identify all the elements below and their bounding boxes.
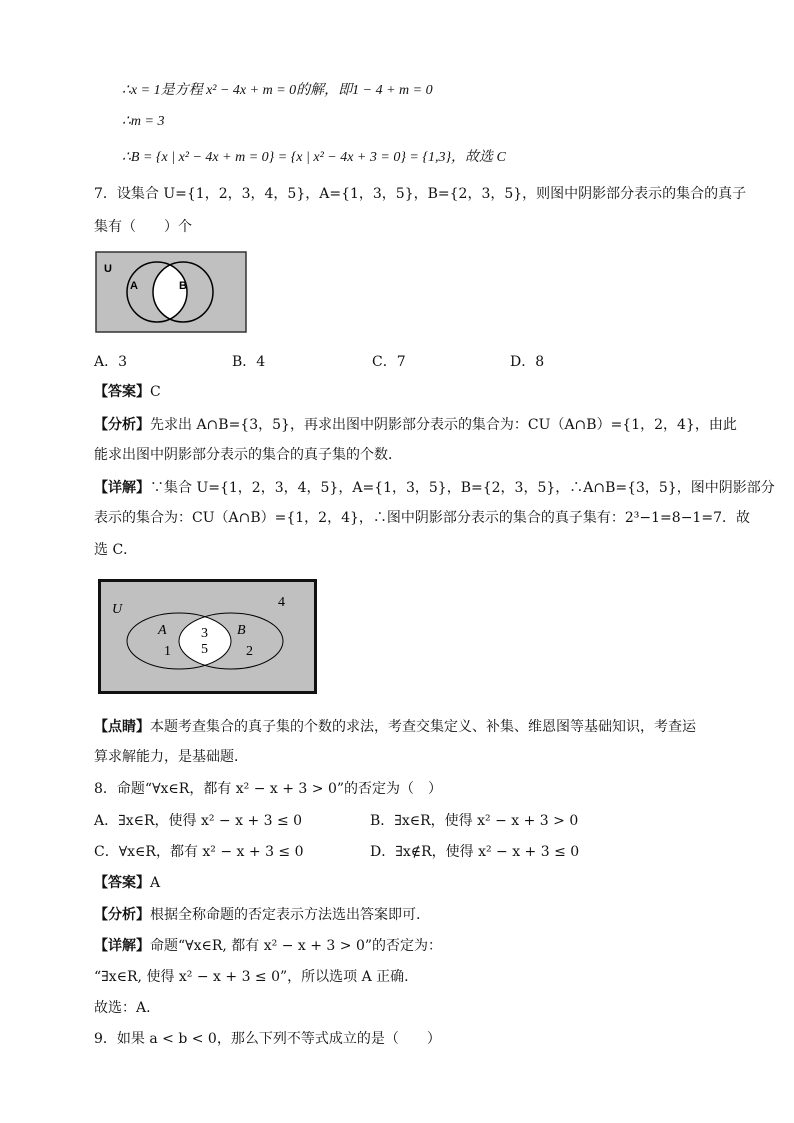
answer-value: C xyxy=(150,384,161,400)
answer-tag: 【答案】 xyxy=(94,875,150,891)
analysis-tag: 【分析】 xyxy=(94,907,150,923)
q8-detail-line-1 xyxy=(94,937,442,955)
q7-comment-line-1 xyxy=(94,718,696,736)
q8-stem: 8．命题“∀x∈R，都有 x² − x + 3 > 0”的否定为（ ） xyxy=(94,781,443,797)
q9-stem: 9．如果 a < b < 0，那么下列不等式成立的是（ ） xyxy=(94,1031,441,1047)
analysis-text: 根据全称命题的否定表示方法选出答案即可. xyxy=(150,907,421,923)
q7-option-d: D．8 xyxy=(510,354,545,370)
q8-option-a: A．∃x∈R，使得 x² − x + 3 ≤ 0 xyxy=(94,813,303,829)
detail-text: ∵集合 U={1，2，3，4，5}，A={1，3，5}，B={2，3，5}，∴A∩B={3，5}，图中阴影部分 xyxy=(150,480,775,496)
detail-tag: 【详解】 xyxy=(94,480,150,496)
detail-text: 命题“∀x∈R, 都有 x² − x + 3 > 0”的否定为： xyxy=(150,938,443,954)
element-4: 4 xyxy=(278,595,285,610)
venn-diagram-solution xyxy=(98,579,318,695)
q8-option-d: D．∃x∉R，使得 x² − x + 3 ≤ 0 xyxy=(370,844,580,860)
detail-tag: 【详解】 xyxy=(94,938,150,954)
q7-stem-line-2: 集有（ ）个 xyxy=(94,219,192,235)
answer-value: A xyxy=(150,875,161,891)
element-5: 5 xyxy=(201,642,208,657)
label-a: A xyxy=(130,280,138,292)
q7-detail-line-3: 选 C． xyxy=(94,542,138,558)
element-1: 1 xyxy=(164,644,171,659)
label-a: A xyxy=(158,623,167,638)
solution-line-3: ∴B = {x | x² − 4x + m = 0} = {x | x² − 4x + 3 = 0} = {1,3}，故选 C xyxy=(122,150,506,165)
q7-option-c: C．7 xyxy=(372,354,406,370)
q8-option-c: C．∀x∈R，都有 x² − x + 3 ≤ 0 xyxy=(94,844,304,860)
comment-text: 本题考查集合的真子集的个数的求法，考查交集定义、补集、维恩图等基础知识，考查运 xyxy=(150,719,696,735)
analysis-tag: 【分析】 xyxy=(94,417,150,433)
q8-choose: 故选：A. xyxy=(94,1000,151,1016)
venn-diagram-question xyxy=(95,251,247,333)
answer-tag: 【答案】 xyxy=(94,384,150,400)
solution-line-1: ∴x = 1是方程 x² − 4x + m = 0的解，即1 − 4 + m = 0 xyxy=(122,83,433,98)
label-u: U xyxy=(112,602,123,617)
q7-stem-line-1: 7．设集合 U={1，2，3，4，5}，A={1，3，5}，B={2，3，5}，则图中阴影部分表示的集合的真子 xyxy=(94,186,747,202)
solution-line-2: ∴m = 3 xyxy=(122,114,165,129)
q8-detail-line-2: “∃x∈R, 使得 x² − x + 3 ≤ 0”，所以选项 A 正确. xyxy=(94,969,409,985)
q7-option-a: A．3 xyxy=(94,354,128,370)
q7-analysis-line-2: 能求出图中阴影部分表示的集合的真子集的个数． xyxy=(94,447,402,463)
q7-option-b: B．4 xyxy=(232,354,266,370)
q7-answer xyxy=(94,383,161,401)
q8-analysis xyxy=(94,906,420,924)
element-2: 2 xyxy=(246,644,253,659)
q7-analysis-line-1 xyxy=(94,416,737,434)
analysis-text: 先求出 A∩B={3，5}，再求出图中阴影部分表示的集合为：CU（A∩B）={1，2，4}，由此 xyxy=(150,417,737,433)
q7-detail-line-1 xyxy=(94,479,775,497)
label-b: B xyxy=(237,623,246,638)
q7-detail-line-2: 表示的集合为：CU（A∩B）={1，2，4}，∴图中阴影部分表示的集合的真子集有：2³−1=8−1=7．故 xyxy=(94,510,750,526)
comment-tag: 【点睛】 xyxy=(94,719,150,735)
q7-comment-line-2: 算求解能力，是基础题． xyxy=(94,749,248,765)
label-b: B xyxy=(179,280,187,292)
q8-answer xyxy=(94,874,160,892)
element-3: 3 xyxy=(201,626,208,641)
label-u: U xyxy=(104,263,112,275)
q8-option-b: B．∃x∈R，使得 x² − x + 3 > 0 xyxy=(370,813,579,829)
